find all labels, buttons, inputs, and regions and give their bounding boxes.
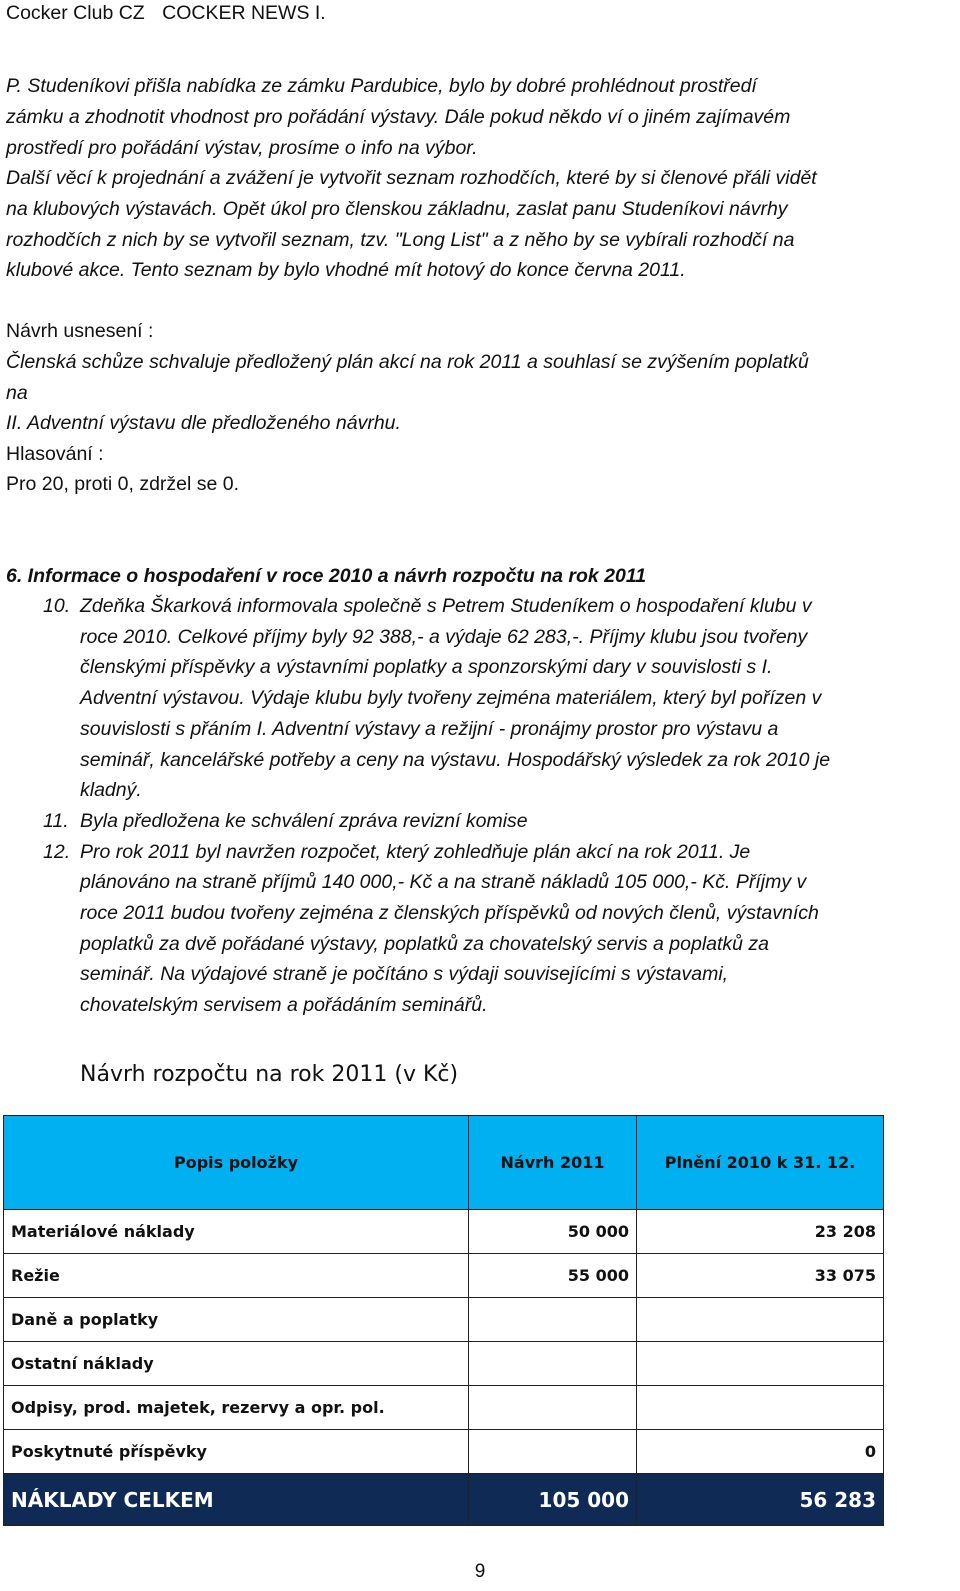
row-actual: 0 bbox=[637, 1430, 884, 1474]
row-actual bbox=[637, 1342, 884, 1386]
resolution-line: Členská schůze schvaluje předložený plán akcí na rok 2011 a souhlasí se zvýšením poplatků bbox=[6, 351, 809, 373]
item-line: seminář, kancelářské potřeby a ceny na výstavu. Hospodářský výsledek za rok 2010 je bbox=[80, 748, 831, 771]
row-plan bbox=[469, 1298, 637, 1342]
page-number: 9 bbox=[474, 1561, 486, 1582]
intro-line: na klubových výstavách. Opět úkol pro členskou základnu, zaslat panu Studeníkovi návrhy bbox=[6, 198, 788, 220]
item-line: roce 2011 budou tvořeny zejména z členských příspěvků od nových členů, výstavních bbox=[80, 902, 819, 925]
row-plan bbox=[469, 1386, 637, 1430]
row-actual bbox=[637, 1298, 884, 1342]
row-label: Poskytnuté příspěvky bbox=[4, 1430, 469, 1474]
vote-heading: Hlasování : bbox=[6, 443, 104, 465]
row-label: Odpisy, prod. majetek, rezervy a opr. pol. bbox=[4, 1386, 469, 1430]
row-label: Daně a poplatky bbox=[4, 1298, 469, 1342]
table-row bbox=[4, 1386, 884, 1430]
row-label: Ostatní náklady bbox=[4, 1342, 469, 1386]
row-actual: 23 208 bbox=[637, 1210, 884, 1254]
item-line: členskými příspěvky a výstavními poplatky a sponzorskými dary v souvislosti s I. bbox=[80, 656, 773, 679]
row-actual: 33 075 bbox=[637, 1254, 884, 1298]
column-header-description: Popis položky bbox=[4, 1116, 469, 1210]
table-row bbox=[4, 1254, 884, 1298]
item-line: Zdeňka Škarková informovala společně s Petrem Studeníkem o hospodaření klubu v bbox=[80, 595, 812, 617]
item-number: 11. bbox=[43, 809, 69, 832]
item-line: roce 2010. Celkové příjmy byly 92 388,- a výdaje 62 283,-. Příjmy klubu jsou tvořeny bbox=[80, 625, 808, 648]
list-item bbox=[6, 837, 956, 1021]
intro-line: prostředí pro pořádání výstav, prosíme o info na výbor. bbox=[6, 137, 478, 159]
item-line: Byla předložena ke schválení zpráva revizní komise bbox=[80, 809, 528, 832]
item-line: chovatelským servisem a pořádáním seminářů. bbox=[80, 994, 488, 1017]
total-actual: 56 283 bbox=[637, 1474, 884, 1526]
vote-result: Pro 20, proti 0, zdržel se 0. bbox=[6, 473, 240, 495]
club-name: Cocker Club CZ bbox=[6, 2, 145, 24]
list-item bbox=[6, 806, 956, 837]
row-plan bbox=[469, 1430, 637, 1474]
item-line: seminář. Na výdajové straně je počítáno s výdaji souvisejícími s výstavami, bbox=[80, 963, 729, 986]
row-label: Režie bbox=[4, 1254, 469, 1298]
table-row bbox=[4, 1342, 884, 1386]
item-number: 12. bbox=[43, 840, 71, 863]
row-plan bbox=[469, 1342, 637, 1386]
resolution-line: na bbox=[6, 382, 28, 404]
item-line: plánováno na straně příjmů 140 000,- Kč a na straně nákladů 105 000,- Kč. Příjmy v bbox=[80, 871, 807, 894]
intro-line: P. Studeníkovi přišla nabídka ze zámku Pardubice, bylo by dobré prohlédnout prostředí bbox=[6, 75, 757, 97]
table-header-row bbox=[4, 1116, 884, 1210]
budget-table bbox=[3, 1115, 884, 1526]
row-plan: 55 000 bbox=[469, 1254, 637, 1298]
intro-line: zámku a zhodnotit vhodnost pro pořádání výstavy. Dále pokud někdo ví o jiném zajímavém bbox=[6, 106, 791, 128]
total-row bbox=[4, 1474, 884, 1526]
column-header-actual: Plnění 2010 k 31. 12. bbox=[637, 1116, 884, 1210]
section-heading: 6. Informace o hospodaření v roce 2010 a návrh rozpočtu na rok 2011 bbox=[6, 565, 647, 587]
table-row bbox=[4, 1430, 884, 1474]
item-line: Adventní výstavou. Výdaje klubu byly tvořeny zejména materiálem, který byl pořízen v bbox=[80, 687, 822, 710]
intro-line: rozhodčích z nich by se vytvořil seznam, tzv. "Long List" a z něho by se vybírali rozhodčí na bbox=[6, 229, 795, 251]
column-header-plan: Návrh 2011 bbox=[469, 1116, 637, 1210]
item-number: 10. bbox=[43, 595, 71, 617]
item-line: souvislosti s přáním I. Adventní výstavy a režijní - pronájmy prostor pro výstavu a bbox=[80, 717, 779, 740]
item-line: Pro rok 2011 byl navržen rozpočet, který zohledňuje plán akcí na rok 2011. Je bbox=[80, 840, 751, 863]
table-row bbox=[4, 1210, 884, 1254]
row-label: Materiálové náklady bbox=[4, 1210, 469, 1254]
budget-title: Návrh rozpočtu na rok 2011 (v Kč) bbox=[80, 1062, 459, 1087]
page-header bbox=[6, 1, 326, 25]
resolution-heading: Návrh usnesení : bbox=[6, 320, 154, 342]
intro-line: Další věcí k projednání a zvážení je vytvořit seznam rozhodčích, které by si členové přáli vidět bbox=[6, 167, 817, 189]
total-plan: 105 000 bbox=[469, 1474, 637, 1526]
row-actual bbox=[637, 1386, 884, 1430]
table-row bbox=[4, 1298, 884, 1342]
row-plan: 50 000 bbox=[469, 1210, 637, 1254]
newsletter-title: COCKER NEWS I. bbox=[162, 2, 326, 24]
total-label: NÁKLADY CELKEM bbox=[4, 1474, 469, 1526]
intro-line: klubové akce. Tento seznam by bylo vhodné mít hotový do konce června 2011. bbox=[6, 259, 686, 281]
list-item bbox=[6, 591, 956, 806]
item-line: poplatků za dvě pořádané výstavy, poplatků za chovatelský servis a poplatků za bbox=[80, 932, 770, 955]
resolution-line: II. Adventní výstavu dle předloženého návrhu. bbox=[6, 412, 401, 434]
item-line: kladný. bbox=[80, 779, 142, 802]
section-list bbox=[6, 591, 956, 1021]
